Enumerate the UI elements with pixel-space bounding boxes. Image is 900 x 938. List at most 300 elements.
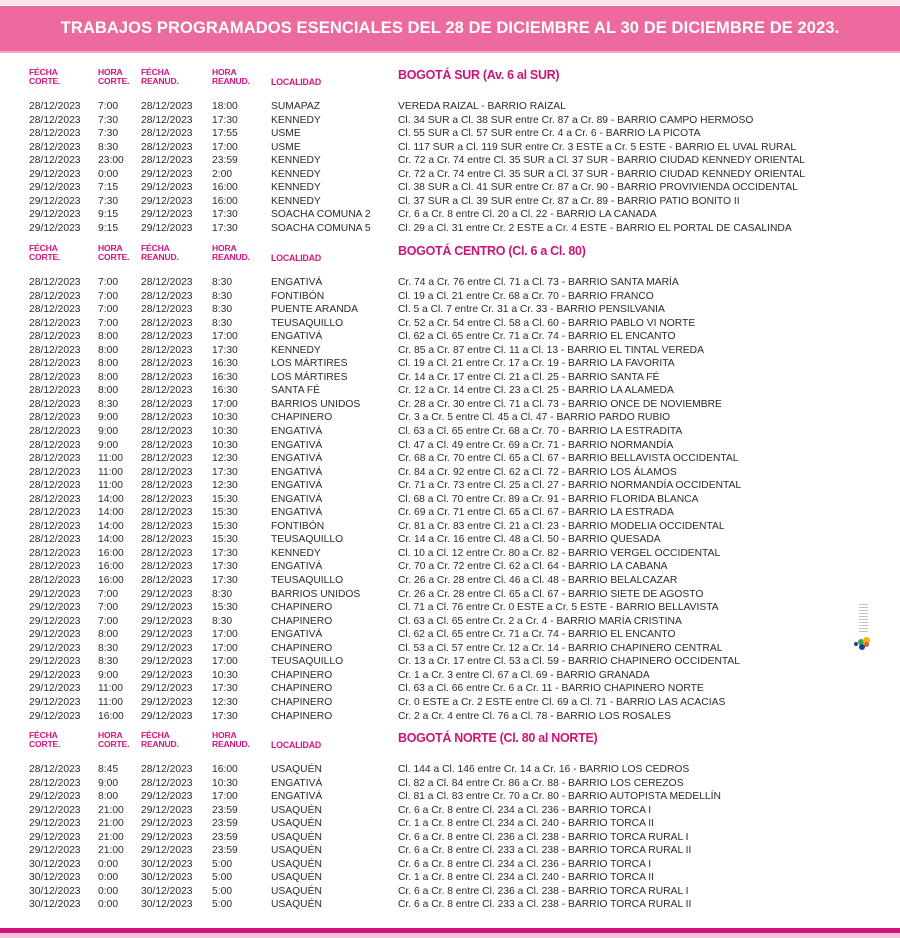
cell-localidad: LOS MÁRTIRES — [271, 371, 348, 383]
cell-hora-corte: 9:00 — [98, 426, 119, 438]
table-row — [0, 655, 900, 669]
cell-fecha-corte: 29/12/2023 — [29, 683, 81, 695]
cell-localidad: USAQUÉN — [271, 831, 322, 843]
table-row — [0, 560, 900, 574]
cell-ubicacion: Cl. 68 a Cl. 70 entre Cr. 89 a Cr. 91 - BARRIO FLORIDA BLANCA — [398, 493, 699, 505]
cell-fecha-corte: 29/12/2023 — [29, 791, 81, 803]
cell-ubicacion: Cl. 55 SUR a Cl. 57 SUR entre Cr. 4 a Cr. 6 - BARRIO LA PICOTA — [398, 128, 701, 140]
section-bogota-sur — [0, 68, 900, 235]
cell-hora-reanud: 12:30 — [212, 480, 238, 492]
cell-ubicacion: Cl. 144 a Cl. 146 entre Cr. 14 a Cr. 16 - BARRIO LOS CEDROS — [398, 764, 690, 775]
cell-localidad: USAQUÉN — [271, 899, 322, 911]
table-row — [0, 763, 900, 777]
table-row — [0, 208, 900, 222]
cell-hora-reanud: 5:00 — [212, 899, 233, 911]
cell-hora-reanud: 5:00 — [212, 885, 233, 897]
cell-fecha-reanud: 28/12/2023 — [141, 358, 193, 370]
cell-ubicacion: Cl. 117 SUR a Cl. 119 SUR entre Cr. 3 ESTE a Cr. 5 ESTE - BARRIO EL UVAL RURAL — [398, 141, 797, 153]
cell-fecha-reanud: 28/12/2023 — [141, 480, 193, 492]
table-row — [0, 777, 900, 791]
table-row — [0, 696, 900, 710]
header-fecha-reanud-line: FÉCHA — [141, 730, 170, 740]
cell-fecha-corte: 29/12/2023 — [29, 222, 81, 234]
cell-hora-reanud: 17:30 — [212, 575, 238, 587]
cell-ubicacion: Cr. 85 a Cr. 87 entre Cl. 11 a Cl. 13 - BARRIO EL TINTAL VEREDA — [398, 344, 704, 356]
cell-localidad: USAQUÉN — [271, 885, 322, 897]
cell-localidad: ENGATIVÁ — [271, 493, 323, 505]
cell-fecha-reanud: 29/12/2023 — [141, 182, 193, 194]
table-row — [0, 479, 900, 493]
cell-hora-reanud: 10:30 — [212, 439, 238, 451]
cell-hora-corte: 14:00 — [98, 507, 124, 519]
cell-hora-corte: 11:00 — [98, 480, 124, 492]
cell-localidad: USME — [271, 141, 301, 153]
table-row — [0, 669, 900, 683]
cell-hora-reanud: 23:59 — [212, 155, 238, 167]
cell-hora-reanud: 15:30 — [212, 507, 238, 519]
table-row — [0, 615, 900, 629]
table-row — [0, 790, 900, 804]
cell-localidad: SOACHA COMUNA 5 — [271, 222, 371, 234]
cell-fecha-corte: 29/12/2023 — [29, 669, 81, 681]
cell-ubicacion: Cl. 63 a Cl. 66 entre Cr. 6 a Cr. 11 - BARRIO CHAPINERO NORTE — [398, 683, 704, 695]
table-row — [0, 114, 900, 128]
cell-localidad: USAQUÉN — [271, 858, 322, 870]
cell-hora-corte: 7:00 — [98, 588, 119, 600]
cell-fecha-reanud: 28/12/2023 — [141, 101, 193, 112]
table-row — [0, 466, 900, 480]
cell-fecha-corte: 28/12/2023 — [29, 426, 81, 438]
cell-fecha-reanud: 29/12/2023 — [141, 818, 193, 830]
cell-hora-reanud: 16:30 — [212, 385, 238, 397]
cell-hora-corte: 8:00 — [98, 358, 119, 370]
cell-ubicacion: Cr. 6 a Cr. 8 entre Cl. 234 a Cl. 236 - BARRIO TORCA I — [398, 858, 652, 870]
header-hora-corte-line: HORA — [98, 243, 123, 253]
cell-localidad: ENGATIVÁ — [271, 453, 323, 465]
cell-hora-reanud: 8:30 — [212, 588, 233, 600]
cell-hora-reanud: 10:30 — [212, 777, 238, 789]
header-hora-corte — [98, 68, 129, 85]
cell-localidad: FONTIBÓN — [271, 520, 325, 532]
cell-fecha-corte: 28/12/2023 — [29, 453, 81, 465]
cell-ubicacion: Cr. 6 a Cr. 8 entre Cl. 233 a Cl. 238 - BARRIO TORCA RURAL II — [398, 899, 692, 911]
cell-fecha-corte: 28/12/2023 — [29, 507, 81, 519]
table-row — [0, 195, 900, 209]
cell-ubicacion: Cr. 84 a Cr. 92 entre Cl. 62 a Cl. 72 - BARRIO LOS ÁLAMOS — [398, 466, 677, 478]
cell-ubicacion: VEREDA RAIZAL - BARRIO RAIZAL — [398, 101, 566, 112]
header-hora-reanud-line: HORA — [212, 730, 237, 740]
cell-ubicacion: Cr. 52 a Cr. 54 entre Cl. 58 a Cl. 60 - BARRIO PABLO VI NORTE — [398, 317, 696, 329]
cell-hora-corte: 8:00 — [98, 371, 119, 383]
cell-ubicacion: Cr. 14 a Cr. 17 entre Cl. 21 a Cl. 25 - BARRIO SANTA FÉ — [398, 371, 660, 383]
cell-localidad: PUENTE ARANDA — [271, 304, 358, 316]
cell-fecha-reanud: 29/12/2023 — [141, 168, 193, 180]
cell-ubicacion: Cr. 26 a Cr. 28 entre Cl. 65 a Cl. 67 - BARRIO SIETE DE AGOSTO — [398, 588, 704, 600]
cell-ubicacion: Cl. 63 a Cl. 65 entre Cr. 2 a Cr. 4 - BARRIO MARÍA CRISTINA — [398, 615, 682, 627]
table-row — [0, 398, 900, 412]
schedule-table — [0, 100, 900, 235]
cell-fecha-reanud: 29/12/2023 — [141, 629, 193, 641]
cell-hora-reanud: 23:59 — [212, 818, 238, 830]
cell-hora-corte: 21:00 — [98, 845, 124, 857]
header-fecha-reanud — [141, 68, 179, 85]
cell-hora-reanud: 8:30 — [212, 290, 233, 302]
cell-localidad: KENNEDY — [271, 182, 321, 194]
cell-fecha-reanud: 28/12/2023 — [141, 331, 193, 343]
cell-hora-corte: 14:00 — [98, 520, 124, 532]
cell-localidad: KENNEDY — [271, 114, 321, 126]
cell-fecha-corte: 28/12/2023 — [29, 412, 81, 424]
cell-hora-reanud: 12:30 — [212, 453, 238, 465]
cell-ubicacion: Cl. 34 SUR a Cl. 38 SUR entre Cr. 87 a Cr. 89 - BARRIO CAMPO HERMOSO — [398, 114, 754, 126]
cell-fecha-corte: 29/12/2023 — [29, 804, 81, 816]
cell-ubicacion: Cr. 6 a Cr. 8 entre Cl. 233 a Cl. 238 - BARRIO TORCA RURAL II — [398, 845, 692, 857]
cell-fecha-reanud: 30/12/2023 — [141, 899, 193, 911]
cell-fecha-reanud: 28/12/2023 — [141, 290, 193, 302]
cell-hora-corte: 11:00 — [98, 466, 124, 478]
cell-fecha-corte: 28/12/2023 — [29, 385, 81, 397]
cell-localidad: CHAPINERO — [271, 615, 333, 627]
cell-ubicacion: Cl. 47 a Cl. 49 entre Cr. 69 a Cr. 71 - BARRIO NORMANDÍA — [398, 439, 674, 451]
cell-hora-corte: 7:00 — [98, 317, 119, 329]
cell-hora-reanud: 8:30 — [212, 277, 233, 288]
cell-hora-reanud: 17:00 — [212, 331, 238, 343]
cell-fecha-reanud: 29/12/2023 — [141, 588, 193, 600]
table-row — [0, 276, 900, 290]
cell-localidad: TEUSAQUILLO — [271, 317, 344, 329]
cell-ubicacion: Cl. 5 a Cl. 7 entre Cr. 31 a Cr. 33 - BARRIO PENSILVANIA — [398, 304, 665, 316]
cell-hora-corte: 8:00 — [98, 344, 119, 356]
table-row — [0, 317, 900, 331]
cell-localidad: ENGATIVÁ — [271, 561, 323, 573]
cell-hora-corte: 7:00 — [98, 101, 119, 112]
cell-ubicacion: Cl. 10 a Cl. 12 entre Cr. 80 a Cr. 82 - BARRIO VERGEL OCCIDENTAL — [398, 547, 721, 559]
title-banner — [0, 6, 900, 53]
table-row — [0, 168, 900, 182]
cell-ubicacion: Cl. 82 a Cl. 84 entre Cr. 86 a Cr. 88 - BARRIO LOS CEREZOS — [398, 777, 684, 789]
cell-fecha-corte: 28/12/2023 — [29, 141, 81, 153]
header-localidad: LOCALIDAD — [271, 253, 321, 263]
cell-hora-reanud: 23:59 — [212, 804, 238, 816]
table-row — [0, 642, 900, 656]
cell-hora-reanud: 17:30 — [212, 710, 238, 722]
table-row — [0, 601, 900, 615]
cell-fecha-reanud: 28/12/2023 — [141, 520, 193, 532]
table-row — [0, 588, 900, 602]
cell-localidad: ENGATIVÁ — [271, 466, 323, 478]
table-row — [0, 817, 900, 831]
cell-hora-corte: 0:00 — [98, 899, 119, 911]
cell-fecha-reanud: 28/12/2023 — [141, 575, 193, 587]
cell-fecha-corte: 30/12/2023 — [29, 899, 81, 911]
cell-ubicacion: Cr. 2 a Cr. 4 entre Cl. 76 a Cl. 78 - BARRIO LOS ROSALES — [398, 710, 671, 722]
cell-localidad: BARRIOS UNIDOS — [271, 588, 361, 600]
cell-hora-corte: 8:30 — [98, 642, 119, 654]
header-hora-reanud-line: REANUD. — [212, 738, 250, 749]
cell-fecha-reanud: 28/12/2023 — [141, 412, 193, 424]
cell-fecha-corte: 28/12/2023 — [29, 575, 81, 587]
cell-fecha-reanud: 28/12/2023 — [141, 466, 193, 478]
header-fecha-corte-line: FÉCHA — [29, 730, 58, 740]
cell-fecha-corte: 29/12/2023 — [29, 168, 81, 180]
table-row — [0, 100, 900, 114]
cell-localidad: SUMAPAZ — [271, 101, 321, 112]
header-hora-reanud — [212, 68, 250, 85]
table-row — [0, 384, 900, 398]
cell-fecha-reanud: 28/12/2023 — [141, 155, 193, 167]
cell-hora-corte: 8:30 — [98, 398, 119, 410]
cell-hora-corte: 7:30 — [98, 128, 119, 140]
cell-hora-corte: 11:00 — [98, 453, 124, 465]
cell-fecha-corte: 29/12/2023 — [29, 845, 81, 857]
column-header-row — [0, 731, 900, 761]
cell-fecha-corte: 29/12/2023 — [29, 629, 81, 641]
cell-hora-corte: 0:00 — [98, 858, 119, 870]
table-row — [0, 506, 900, 520]
cell-ubicacion: Cl. 19 a Cl. 21 entre Cr. 68 a Cr. 70 - BARRIO FRANCO — [398, 290, 654, 302]
table-row — [0, 411, 900, 425]
table-row — [0, 858, 900, 872]
cell-ubicacion: Cr. 6 a Cr. 8 entre Cl. 236 a Cl. 238 - BARRIO TORCA RURAL I — [398, 831, 689, 843]
header-fecha-corte-line: FÉCHA — [29, 243, 58, 253]
header-hora-corte — [98, 731, 129, 748]
cell-hora-reanud: 17:00 — [212, 791, 238, 803]
table-row — [0, 547, 900, 561]
cell-hora-corte: 7:15 — [98, 182, 119, 194]
cell-fecha-corte: 28/12/2023 — [29, 277, 81, 288]
cell-localidad: USAQUÉN — [271, 804, 322, 816]
header-hora-reanud-line: HORA — [212, 243, 237, 253]
cell-hora-reanud: 18:00 — [212, 101, 238, 112]
cell-fecha-corte: 28/12/2023 — [29, 764, 81, 775]
logo-dot — [864, 642, 869, 647]
cell-hora-reanud: 15:30 — [212, 493, 238, 505]
cell-hora-corte: 21:00 — [98, 804, 124, 816]
table-row — [0, 371, 900, 385]
cell-localidad: ENGATIVÁ — [271, 777, 323, 789]
cell-localidad: ENGATIVÁ — [271, 426, 323, 438]
cell-fecha-reanud: 29/12/2023 — [141, 831, 193, 843]
cell-fecha-reanud: 29/12/2023 — [141, 602, 193, 614]
cell-fecha-corte: 29/12/2023 — [29, 818, 81, 830]
cell-ubicacion: Cr. 81 a Cr. 83 entre Cl. 21 a Cl. 23 - BARRIO MODELIA OCCIDENTAL — [398, 520, 725, 532]
table-row — [0, 357, 900, 371]
table-row — [0, 290, 900, 304]
header-fecha-reanud-line: REANUD. — [141, 738, 179, 749]
table-row — [0, 885, 900, 899]
cell-fecha-reanud: 29/12/2023 — [141, 683, 193, 695]
cell-hora-reanud: 2:00 — [212, 168, 233, 180]
cell-fecha-corte: 28/12/2023 — [29, 534, 81, 546]
cell-ubicacion: Cr. 6 a Cr. 8 entre Cl. 234 a Cl. 236 - BARRIO TORCA I — [398, 804, 652, 816]
cell-ubicacion: Cl. 71 a Cl. 76 entre Cr. 0 ESTE a Cr. 5 ESTE - BARRIO BELLAVISTA — [398, 602, 719, 614]
header-hora-reanud-line: HORA — [212, 67, 237, 77]
cell-localidad: TEUSAQUILLO — [271, 534, 344, 546]
cell-hora-corte: 8:00 — [98, 791, 119, 803]
cell-hora-corte: 8:30 — [98, 656, 119, 668]
cell-fecha-corte: 28/12/2023 — [29, 290, 81, 302]
cell-localidad: KENNEDY — [271, 168, 321, 180]
cell-fecha-reanud: 29/12/2023 — [141, 845, 193, 857]
cell-localidad: KENNEDY — [271, 195, 321, 207]
cell-fecha-reanud: 28/12/2023 — [141, 764, 193, 775]
cell-ubicacion: Cr. 12 a Cr. 14 entre Cl. 23 a Cl. 25 - BARRIO LA ALAMEDA — [398, 385, 674, 397]
cell-fecha-corte: 29/12/2023 — [29, 696, 81, 708]
cell-hora-corte: 16:00 — [98, 547, 124, 559]
cell-fecha-reanud: 28/12/2023 — [141, 344, 193, 356]
cell-hora-reanud: 5:00 — [212, 872, 233, 884]
cell-localidad: BARRIOS UNIDOS — [271, 398, 361, 410]
cell-fecha-reanud: 28/12/2023 — [141, 507, 193, 519]
cell-fecha-corte: 30/12/2023 — [29, 872, 81, 884]
cell-hora-reanud: 10:30 — [212, 669, 238, 681]
cell-fecha-corte: 28/12/2023 — [29, 344, 81, 356]
header-fecha-reanud — [141, 244, 179, 261]
cell-hora-corte: 8:00 — [98, 629, 119, 641]
table-row — [0, 330, 900, 344]
cell-fecha-corte: 28/12/2023 — [29, 114, 81, 126]
section-bogota-norte — [0, 731, 900, 912]
logo-text — [859, 604, 868, 634]
cell-fecha-reanud: 29/12/2023 — [141, 656, 193, 668]
cell-fecha-corte: 28/12/2023 — [29, 547, 81, 559]
cell-ubicacion: Cl. 19 a Cl. 21 entre Cr. 17 a Cr. 19 - BARRIO LA FAVORITA — [398, 358, 675, 370]
cell-hora-reanud: 17:30 — [212, 222, 238, 234]
cell-fecha-corte: 28/12/2023 — [29, 520, 81, 532]
cell-fecha-corte: 29/12/2023 — [29, 656, 81, 668]
cell-hora-corte: 16:00 — [98, 710, 124, 722]
cell-fecha-reanud: 28/12/2023 — [141, 304, 193, 316]
cell-fecha-reanud: 29/12/2023 — [141, 669, 193, 681]
cell-localidad: CHAPINERO — [271, 412, 333, 424]
cell-localidad: ENGATIVÁ — [271, 791, 323, 803]
cell-fecha-corte: 28/12/2023 — [29, 466, 81, 478]
cell-ubicacion: Cr. 72 a Cr. 74 entre Cl. 35 SUR a Cl. 37 SUR - BARRIO CIUDAD KENNEDY ORIENTAL — [398, 155, 806, 167]
cell-fecha-corte: 29/12/2023 — [29, 642, 81, 654]
table-row — [0, 303, 900, 317]
cell-localidad: USAQUÉN — [271, 872, 322, 884]
cell-fecha-reanud: 29/12/2023 — [141, 615, 193, 627]
table-row — [0, 831, 900, 845]
cell-hora-corte: 0:00 — [98, 872, 119, 884]
cell-localidad: USAQUÉN — [271, 818, 322, 830]
cell-hora-corte: 9:00 — [98, 669, 119, 681]
cell-fecha-reanud: 28/12/2023 — [141, 439, 193, 451]
cell-ubicacion: Cr. 1 a Cr. 8 entre Cl. 234 a Cl. 240 - BARRIO TORCA II — [398, 818, 654, 830]
cell-localidad: ENGATIVÁ — [271, 480, 323, 492]
header-fecha-corte — [29, 244, 60, 261]
cell-hora-reanud: 16:00 — [212, 764, 238, 775]
cell-hora-corte: 7:00 — [98, 602, 119, 614]
header-hora-corte-line: HORA — [98, 730, 123, 740]
table-row — [0, 452, 900, 466]
cell-hora-corte: 9:00 — [98, 439, 119, 451]
utility-company-logo-icon — [853, 604, 873, 656]
cell-fecha-corte: 28/12/2023 — [29, 304, 81, 316]
cell-hora-corte: 7:00 — [98, 615, 119, 627]
cell-localidad: SANTA FÉ — [271, 385, 321, 397]
cell-hora-corte: 11:00 — [98, 696, 124, 708]
header-hora-reanud — [212, 731, 250, 748]
cell-ubicacion: Cr. 1 a Cr. 8 entre Cl. 234 a Cl. 240 - BARRIO TORCA II — [398, 872, 654, 884]
cell-localidad: ENGATIVÁ — [271, 439, 323, 451]
section-bogota-centro — [0, 244, 900, 723]
cell-localidad: KENNEDY — [271, 155, 321, 167]
cell-hora-reanud: 17:00 — [212, 642, 238, 654]
header-hora-corte-line: CORTE. — [98, 251, 130, 262]
cell-fecha-reanud: 29/12/2023 — [141, 710, 193, 722]
cell-hora-reanud: 10:30 — [212, 426, 238, 438]
cell-fecha-reanud: 28/12/2023 — [141, 534, 193, 546]
column-header-row — [0, 244, 900, 274]
cell-fecha-reanud: 29/12/2023 — [141, 642, 193, 654]
cell-ubicacion: Cr. 74 a Cr. 76 entre Cl. 71 a Cl. 73 - BARRIO SANTA MARÍA — [398, 277, 679, 288]
cell-fecha-corte: 29/12/2023 — [29, 195, 81, 207]
cell-hora-reanud: 15:30 — [212, 520, 238, 532]
cell-fecha-corte: 28/12/2023 — [29, 561, 81, 573]
cell-hora-corte: 16:00 — [98, 575, 124, 587]
cell-fecha-reanud: 29/12/2023 — [141, 804, 193, 816]
cell-fecha-reanud: 29/12/2023 — [141, 222, 193, 234]
cell-fecha-reanud: 29/12/2023 — [141, 696, 193, 708]
header-fecha-corte — [29, 68, 60, 85]
cell-hora-reanud: 17:00 — [212, 656, 238, 668]
cell-hora-reanud: 17:30 — [212, 114, 238, 126]
table-row — [0, 439, 900, 453]
cell-ubicacion: Cr. 1 a Cr. 3 entre Cl. 67 a Cl. 69 - BARRIO GRANADA — [398, 669, 650, 681]
table-row — [0, 520, 900, 534]
cell-fecha-corte: 28/12/2023 — [29, 439, 81, 451]
cell-localidad: CHAPINERO — [271, 669, 333, 681]
cell-localidad: SOACHA COMUNA 2 — [271, 209, 371, 221]
cell-localidad: CHAPINERO — [271, 642, 333, 654]
cell-localidad: USAQUÉN — [271, 845, 322, 857]
cell-hora-corte: 0:00 — [98, 168, 119, 180]
cell-hora-reanud: 16:30 — [212, 371, 238, 383]
cell-localidad: ENGATIVÁ — [271, 629, 323, 641]
cell-fecha-reanud: 30/12/2023 — [141, 858, 193, 870]
header-fecha-reanud-line: REANUD. — [141, 251, 179, 262]
cell-fecha-corte: 28/12/2023 — [29, 493, 81, 505]
cell-hora-reanud: 5:00 — [212, 858, 233, 870]
header-fecha-corte-line: CORTE. — [29, 738, 61, 749]
cell-fecha-reanud: 28/12/2023 — [141, 114, 193, 126]
cell-hora-reanud: 16:00 — [212, 195, 238, 207]
cell-hora-reanud: 23:59 — [212, 845, 238, 857]
cell-fecha-reanud: 28/12/2023 — [141, 453, 193, 465]
cell-hora-reanud: 17:55 — [212, 128, 238, 140]
cell-fecha-corte: 29/12/2023 — [29, 588, 81, 600]
table-row — [0, 844, 900, 858]
cell-hora-reanud: 23:59 — [212, 831, 238, 843]
cell-hora-reanud: 16:00 — [212, 182, 238, 194]
cell-hora-corte: 16:00 — [98, 561, 124, 573]
table-row — [0, 533, 900, 547]
cell-fecha-reanud: 30/12/2023 — [141, 872, 193, 884]
cell-localidad: ENGATIVÁ — [271, 507, 323, 519]
cell-hora-reanud: 15:30 — [212, 602, 238, 614]
table-row — [0, 425, 900, 439]
cell-ubicacion: Cl. 53 a Cl. 57 entre Cr. 12 a Cr. 14 - BARRIO CHAPINERO CENTRAL — [398, 642, 723, 654]
cell-hora-reanud: 8:30 — [212, 304, 233, 316]
cell-ubicacion: Cl. 62 a Cl. 65 entre Cr. 71 a Cr. 74 - BARRIO EL ENCANTO — [398, 629, 676, 641]
cell-ubicacion: Cr. 14 a Cr. 16 entre Cl. 48 a Cl. 50 - BARRIO QUESADA — [398, 534, 661, 546]
table-row — [0, 574, 900, 588]
header-hora-corte-line: HORA — [98, 67, 123, 77]
cell-localidad: LOS MÁRTIRES — [271, 358, 348, 370]
cell-fecha-reanud: 28/12/2023 — [141, 493, 193, 505]
header-hora-reanud-line: REANUD. — [212, 75, 250, 86]
